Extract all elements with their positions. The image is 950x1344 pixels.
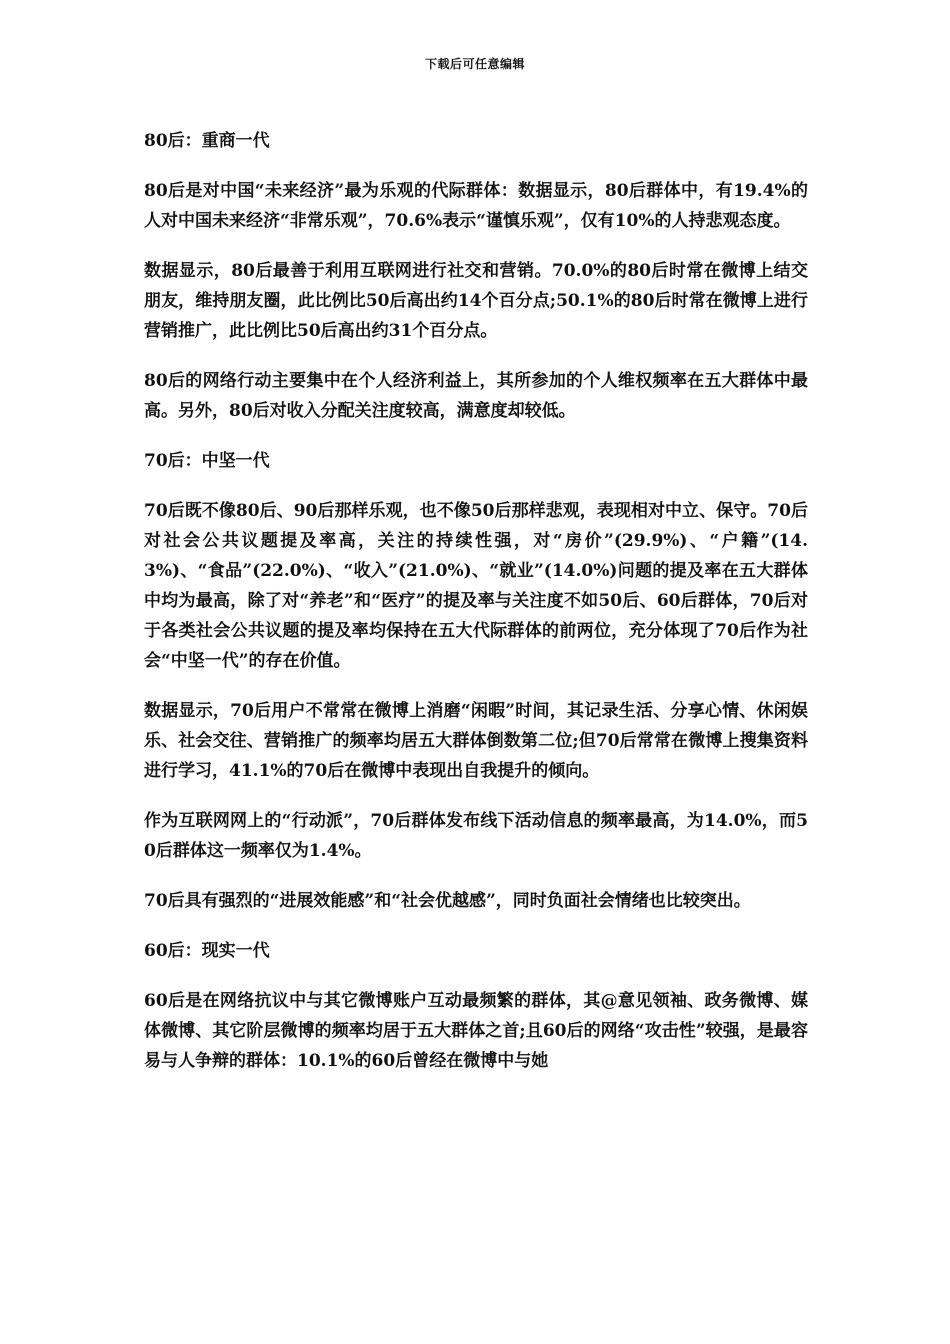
paragraph: 70后既不像80后、90后那样乐观，也不像50后那样悲观，表现相对中立、保守。70后对社会公共议题提及率高，关注的持续性强，对“房价”(29.9%)、“户籍”(14.3%)、“食品”(22.0%)、“收入”(21.0%)、“就业”(14.0%)问题的提及率在五大群体中均为最高，除了对“养老”和“医疗”的提及率与关注度不如50后、60后群体，70后对于各类社会公共议题的提及率均保持在五大代际群体的前两位，充分体现了70后作为社会“中坚一代”的存在价值。 — [144, 501, 808, 671]
paragraph: 60后是在网络抗议中与其它微博账户互动最频繁的群体，其@意见领袖、政务微博、媒体微博、其它阶层微博的频率均居于五大群体之首;且60后的网络“攻击性”较强，是最容易与人争辩的群体：10.1%的60后曾经在微博中与她 — [144, 991, 808, 1071]
paragraph: 80后是对中国“未来经济”最为乐观的代际群体：数据显示，80后群体中，有19.4%的人对中国未来经济“非常乐观”，70.6%表示“谨慎乐观”，仅有10%的人持悲观态度。 — [144, 181, 808, 231]
section-heading-60s: 60后：现实一代 — [144, 941, 270, 961]
section-heading-80s: 80后：重商一代 — [144, 131, 270, 151]
paragraph: 数据显示，70后用户不常常在微博上消磨“闲暇”时间，其记录生活、分享心情、休闲娱乐、社会交往、营销推广的频率均居五大群体倒数第二位;但70后常常在微博上搜集资料进行学习，41.1%的70后在微博中表现出自我提升的倾向。 — [144, 701, 808, 781]
paragraph: 数据显示，80后最善于利用互联网进行社交和营销。70.0%的80后时常在微博上结交朋友，维持朋友圈，此比例比50后高出约14个百分点;50.1%的80后时常在微博上进行营销推广，此比例比50后高出约31个百分点。 — [144, 261, 808, 341]
document-body — [144, 126, 808, 1096]
paragraph: 70后具有强烈的“进展效能感”和“社会优越感”，同时负面社会情绪也比较突出。 — [144, 891, 751, 911]
paragraph: 作为互联网网上的“行动派”，70后群体发布线下活动信息的频率最高，为14.0%，而50后群体这一频率仅为1.4%。 — [144, 811, 808, 861]
paragraph: 80后的网络行动主要集中在个人经济利益上，其所参加的个人维权频率在五大群体中最高。另外，80后对收入分配关注度较高，满意度却较低。 — [144, 371, 808, 421]
section-heading-70s: 70后：中坚一代 — [144, 451, 270, 471]
page-header: 下载后可任意编辑 — [424, 57, 525, 71]
